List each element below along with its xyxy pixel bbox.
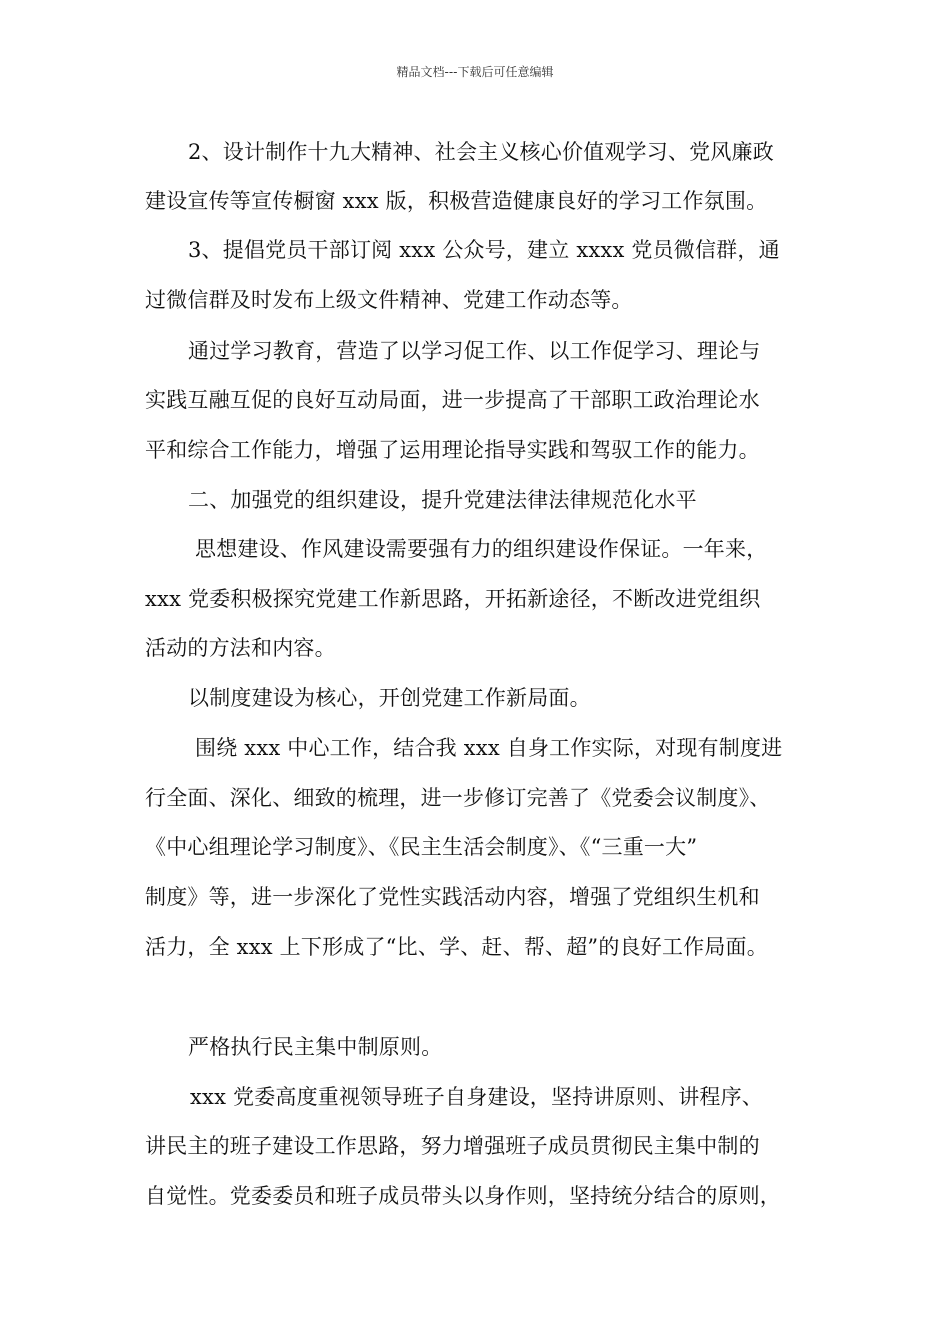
paragraph-line: xxx 党委积极探究党建工作新思路，开拓新途径，不断改进党组织 (145, 587, 761, 611)
subheading: 严格执行民主集中制原则。 (188, 1035, 443, 1059)
paragraph-line: 自觉性。党委委员和班子成员带头以身作则，坚持统分结合的原则， (145, 1184, 781, 1208)
subheading: 以制度建设为核心，开创党建工作新局面。 (188, 686, 591, 710)
paragraph-line: 3、提倡党员干部订阅 xxx 公众号，建立 xxxx 党员微信群，通 (188, 238, 780, 262)
paragraph-line: 制度》等，进一步深化了党性实践活动内容，增强了党组织生机和 (145, 885, 760, 909)
paragraph-line: 过微信群及时发布上级文件精神、党建工作动态等。 (145, 288, 633, 312)
paragraph-line: xxx 党委高度重视领导班子自身建设，坚持讲原则、讲程序、 (190, 1085, 764, 1109)
paragraph-line: 平和综合工作能力，增强了运用理论指导实践和驾驭工作的能力。 (145, 438, 760, 462)
paragraph-line: 活动的方法和内容。 (145, 636, 336, 660)
page-header: 精品文档---下载后可任意编辑 (396, 65, 554, 79)
paragraph-line: 讲民主的班子建设工作思路，努力增强班子成员贯彻民主集中制的 (145, 1134, 760, 1158)
paragraph-line: 《中心组理论学习制度》、《民主生活会制度》、《“三重一大” (145, 835, 698, 859)
paragraph-line: 思想建设、作风建设需要强有力的组织建设作保证。一年来， (195, 537, 768, 561)
paragraph-line: 行全面、深化、细致的梳理，进一步修订完善了《党委会议制度》、 (145, 786, 771, 810)
paragraph-line: 建设宣传等宣传橱窗 xxx 版，积极营造健康良好的学习工作氛围。 (145, 189, 768, 213)
paragraph-line: 通过学习教育，营造了以学习促工作、以工作促学习、理论与 (188, 339, 761, 363)
paragraph-line: 2、设计制作十九大精神、社会主义核心价值观学习、党风廉政 (188, 140, 774, 164)
section-heading: 二、加强党的组织建设，提升党建法律法律规范化水平 (188, 488, 697, 512)
paragraph-line: 活力，全 xxx 上下形成了“比、学、赶、帮、超”的良好工作局面。 (145, 935, 768, 959)
paragraph-line: 实践互融互促的良好互动局面，进一步提高了干部职工政治理论水 (145, 388, 760, 412)
paragraph-line: 围绕 xxx 中心工作，结合我 xxx 自身工作实际，对现有制度进 (195, 736, 783, 760)
